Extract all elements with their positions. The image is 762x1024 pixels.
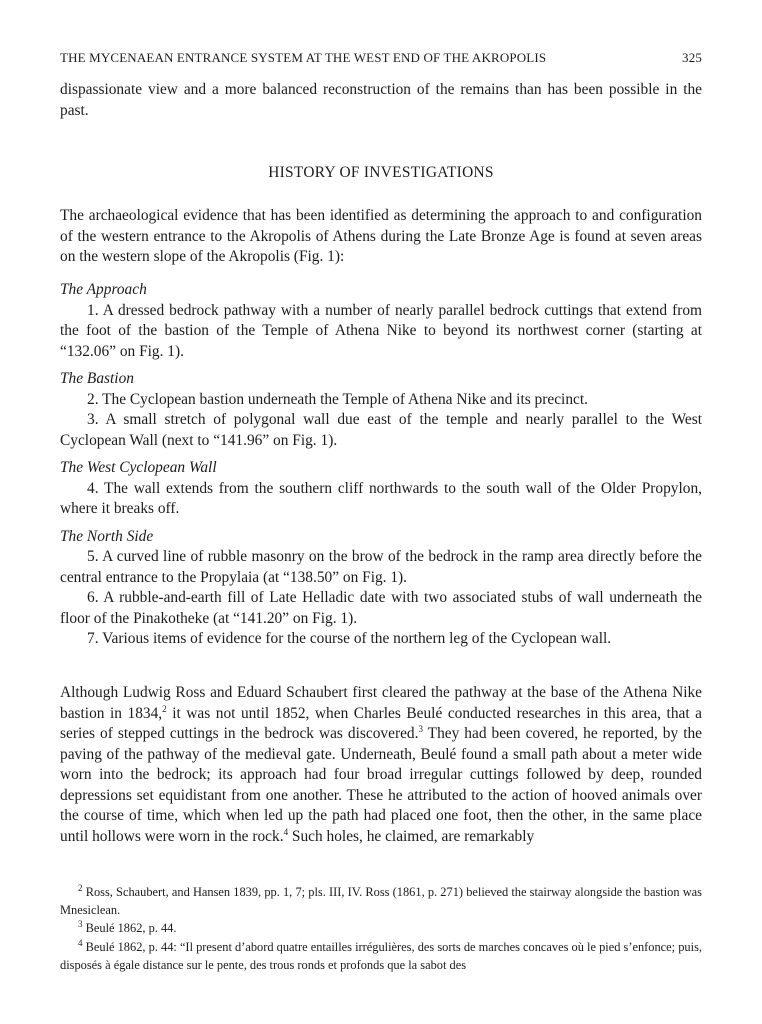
list-item: 6. A rubble-and-earth fill of Late Helladic date with two associated stubs of wall underneath the floor of the Pinakotheke (at “141.20” on Fig. 1). [60,589,702,627]
subheading-west-wall: The West Cyclopean Wall [60,459,217,476]
section-heading: HISTORY OF INVESTIGATIONS [268,164,494,181]
page-number: 325 [682,50,702,65]
running-head-title: THE MYCENAEAN ENTRANCE SYSTEM AT THE WEST END OF THE AKROPOLIS [60,50,547,65]
running-head [60,50,702,66]
footnote [60,883,702,919]
opening-paragraph: dispassionate view and a more balanced reconstruction of the remains than has been possible in the past. [60,81,702,119]
list-section-approach [60,280,702,362]
list-item: 1. A dressed bedrock pathway with a number of nearly parallel bedrock cuttings that extend from the foot of the bastion of the Temple of Athena Nike to beyond its northwest corner (starting at “132.06” on Fig. 1). [60,301,702,360]
intro-paragraph: The archaeological evidence that has been identified as determining the approach to and configuration of the western entrance to the Akropolis of Athens during the Late Bronze Age is found at seven areas on the western slope of the Akropolis (Fig. 1): [60,207,702,265]
footnote-number: 4 [78,937,83,948]
main-text-1: Although Ludwig Ross and Eduard Schaubert first cleared the pathway at the base of the Athena Nike bastion in 1834, [60,684,702,722]
subheading-bastion: The Bastion [60,370,134,387]
footnote-number: 3 [78,919,83,930]
list-item: 2. The Cyclopean bastion underneath the Temple of Athena Nike and its precinct. [87,390,588,408]
main-text-3: They had been covered, he reported, by the paving of the pathway of the medieval gate. Underneath, Beulé found a small path about a meter wide worn into the bedrock; its approach had four broad irregular cuttings followed by deep, rounded depressions set equidistant from one another. These he attributed to the action of hooved animals over the course of time, which when led up the path had placed one foot, then the other, in the same place until hollows were worn in the rock. [60,725,703,845]
subheading-approach: The Approach [60,281,147,298]
footnote-ref-2: 2 [162,703,167,714]
footnote-number: 2 [78,882,83,893]
footnote-ref-3: 3 [418,723,423,734]
list-item: 4. The wall extends from the southern cliff northwards to the south wall of the Older Propylon, where it breaks off. [60,479,702,517]
footnote-text: Beulé 1862, p. 44: “Il present d’abord quatre entailles irrégulières, des sorts de marches concaves où le pied s’enfonce; puis, disposés à égale distance sur le pente, des trous ronds et profonds que la sabot des [60,939,702,972]
footnote [60,919,702,937]
list-item: 5. A curved line of rubble masonry on the brow of the bedrock in the ramp area directly before the central entrance to the Propylaia (at “138.50” on Fig. 1). [60,548,702,586]
list-item: 7. Various items of evidence for the course of the northern leg of the Cyclopean wall. [87,630,612,647]
list-section-bastion [60,369,702,451]
footnote-ref-4: 4 [283,826,289,837]
subheading-north-side: The North Side [60,527,154,545]
footnotes [60,883,702,974]
main-text-2: it was not until 1852, when Charles Beulé conducted researches in this area, that a series of stepped cuttings in the bedrock was discovered. [60,704,702,742]
main-paragraph [60,683,702,847]
list-item: 3. A small stretch of polygonal wall due east of the temple and nearly parallel to the West Cyclopean Wall (next to “141.96” on Fig. 1). [60,411,702,449]
evidence-list [60,280,702,657]
main-text-4: Such holes, he claimed, are remarkably [288,827,535,845]
list-section-west-wall [60,458,702,520]
footnote [60,938,702,974]
list-section-north-side [60,527,702,650]
footnote-text: Ross, Schaubert, and Hansen 1839, pp. 1, 7; pls. III, IV. Ross (1861, p. 271) believed the stairway alongside the bastion was Mnesiclean. [60,885,703,918]
footnote-text: Beulé 1862, p. 44. [85,921,177,936]
